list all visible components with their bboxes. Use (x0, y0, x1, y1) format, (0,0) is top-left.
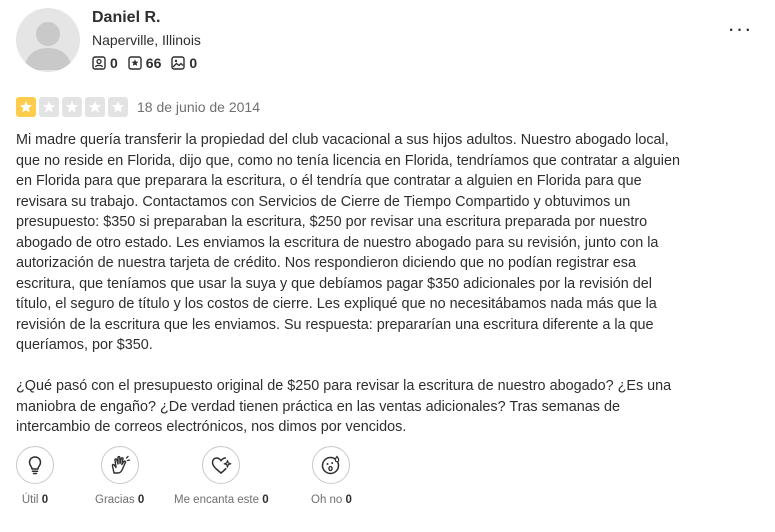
reaction-useful (16, 446, 54, 506)
heart-sparkle-icon (209, 453, 233, 477)
oh-no-button[interactable] (312, 446, 350, 484)
thanks-label: Gracias (95, 494, 135, 506)
star-icon (85, 97, 105, 117)
useful-button[interactable] (16, 446, 54, 484)
oh-no-count: 0 (345, 494, 352, 506)
review-date: 18 de junio de 2014 (137, 99, 260, 115)
shocked-face-icon (319, 453, 343, 477)
oh-no-label: Oh no (311, 494, 343, 506)
reaction-oh-no (311, 446, 352, 506)
reviews-count: 66 (145, 55, 162, 71)
star-icon (108, 97, 128, 117)
photo-icon (171, 56, 185, 70)
review-text (16, 130, 681, 458)
friends-icon (92, 56, 106, 70)
reactions-bar (0, 446, 775, 526)
star-icon (16, 97, 36, 117)
star-icon (62, 97, 82, 117)
thanks-count: 0 (137, 494, 145, 506)
friends-count: 0 (110, 55, 118, 71)
hands-icon (108, 453, 132, 477)
reviews-stat (128, 55, 162, 71)
reaction-label (174, 494, 269, 506)
love-count: 0 (262, 494, 269, 506)
star-rating (16, 97, 131, 117)
user-stats (92, 55, 207, 71)
useful-label: Útil (21, 494, 39, 506)
reaction-label (311, 494, 352, 506)
rating-row (16, 97, 260, 117)
reaction-love (174, 446, 269, 506)
lightbulb-icon (24, 454, 46, 476)
photos-stat (171, 55, 197, 71)
thanks-button[interactable] (101, 446, 139, 484)
reaction-thanks (95, 446, 144, 506)
love-label: Me encanta este (174, 494, 260, 506)
reaction-label (95, 494, 144, 506)
user-location: Naperville, Illinois (92, 32, 201, 48)
review-paragraph: Mi madre quería transferir la propiedad del club vacacional a sus hijos adultos. Nuestro abogado local, que no reside en Florida, dijo que, como no tenía licencia en Florida, tendríamos que contratar a alguien en Florida para que preparara la escritura, o él tendría que contratar a alguien en Florida para que revisara su trabajo. Contactamos con Servicios de Cierre de Tiempo Compartido y obtuvimos un presupuesto: $350 si preparaban la escritura, $250 por revisar una escritura preparada por nuestro abogado de otro estado. Les enviamos la escritura de nuestro abogado para su revisión, junto con la autorización de nuestra tarjeta de crédito. Nos respondieron diciendo que no podían registrar esa escritura, que teníamos que usar la suya y que debíamos pagar $350 adicionales por la revisión del título, el seguro de título y los costos de cierre. Les expliqué que no necesitábamos nada más que la revisión de la escritura que les enviamos. Su respuesta: prepararían una escritura diferente a la que queríamos, por $350. (16, 132, 680, 353)
review-star-icon (128, 56, 142, 70)
default-avatar-icon (16, 8, 80, 72)
review-paragraph: ¿Qué pasó con el presupuesto original de $250 para revisar la escritura de nuestro abogado? ¿Es una maniobra de engaño? ¿De verdad tienen práctica en las ventas adicionales? Tras semanas de intercambio de correos electrónicos, nos dimos por vencidos. (16, 378, 672, 435)
reaction-label (22, 494, 48, 506)
friends-stat (92, 55, 118, 71)
photos-count: 0 (189, 55, 198, 71)
star-icon (39, 97, 59, 117)
more-options-button[interactable]: ··· (727, 16, 753, 41)
user-name[interactable]: Daniel R. (92, 9, 161, 26)
useful-count: 0 (41, 494, 49, 506)
avatar[interactable] (16, 8, 80, 72)
love-button[interactable] (202, 446, 240, 484)
